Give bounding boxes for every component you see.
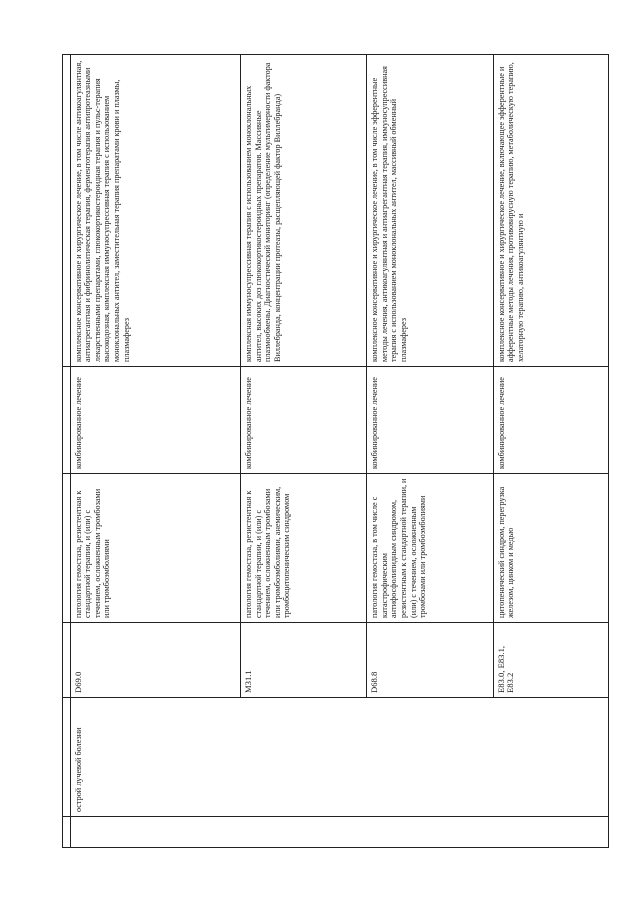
condition-cell: цитопенический синдром, перегрузка железом, цинком и медью <box>493 474 608 623</box>
code-cell: D69.0 <box>70 623 240 698</box>
condition-cell: патология гемостаза, в том числе с катастрофическим антифосфолипидным синдромом, резистентным к стандартной терапии, и (или) с течением, осложненным тромбозами или тромбоэмболиями <box>367 474 493 623</box>
empty-cell <box>63 367 71 474</box>
code-cell: E83.0, E83.1, E83.2 <box>493 623 608 698</box>
empty-cell <box>63 817 71 848</box>
treatment-type-cell: комбинированное лечение <box>367 367 493 474</box>
empty-cell <box>63 698 71 817</box>
treatment-type-cell: комбинированное лечение <box>70 367 240 474</box>
empty-cell <box>63 474 71 623</box>
condition-cell: патология гемостаза, резистентная к стандартной терапии, и (или) с течением, осложненным тромбозами или тромбоэмболиями, анемическим, тромбоцитопеническим синдромом <box>240 474 366 623</box>
method-cell: комплексное консервативное и хирургическое лечение, в том числе эфферентные методы лечения, антикоагулянтная и антиагрегантная терапия, иммуносупрессивная терапия с использованием моноклональных антител, массивный обменный плазмаферез <box>367 55 493 367</box>
treatment-type-cell: комбинированное лечение <box>240 367 366 474</box>
disease-cell: острой лучевой болезни <box>70 698 608 817</box>
empty-cell <box>63 55 71 367</box>
condition-cell: патология гемостаза, резистентная к стандартной терапии, и (или) с течением, осложненным тромбозами или тромбоэмболиями <box>70 474 240 623</box>
rotated-page <box>62 54 609 848</box>
code-cell: D68.8 <box>367 623 493 698</box>
method-cell: комплексное консервативное и хирургическое лечение, в том числе антикоагулянтная, антиагрегантная и фибринолитическая терапия, ферментотерапия антипротеазными лекарственными препаратами, глюкокортикостероидная терапия и пульс-терапия высокодозная, комплексная иммуносупрессивная терапия с использованием моноклональных антител, заместительная терапия препаратами крови и плазмы, плазмаферез <box>70 55 240 367</box>
empty-cell <box>63 623 71 698</box>
method-cell: комплексное консервативное и хирургическое лечение, включающее эфферентные и афферентные методы лечения, противовирусную терапию, метаболическую терапию, хелаторную терапию, антикоагулянтную и <box>493 55 608 367</box>
empty-cell <box>70 817 608 848</box>
table-row <box>70 55 240 848</box>
method-cell: комплексная иммуносупрессивная терапия с использованием моноклональных антител, высоких доз глюкокортикостероидных препаратов. Массивные плазмообмены. Диагностический мониторинг (определение мультимерности фактора Виллебранда, концентрации протеазы, расщепляющей фактор Виллебранда) <box>240 55 366 367</box>
treatment-table <box>62 54 609 848</box>
code-cell: M31.1 <box>240 623 366 698</box>
treatment-type-cell: комбинированное лечение <box>493 367 608 474</box>
